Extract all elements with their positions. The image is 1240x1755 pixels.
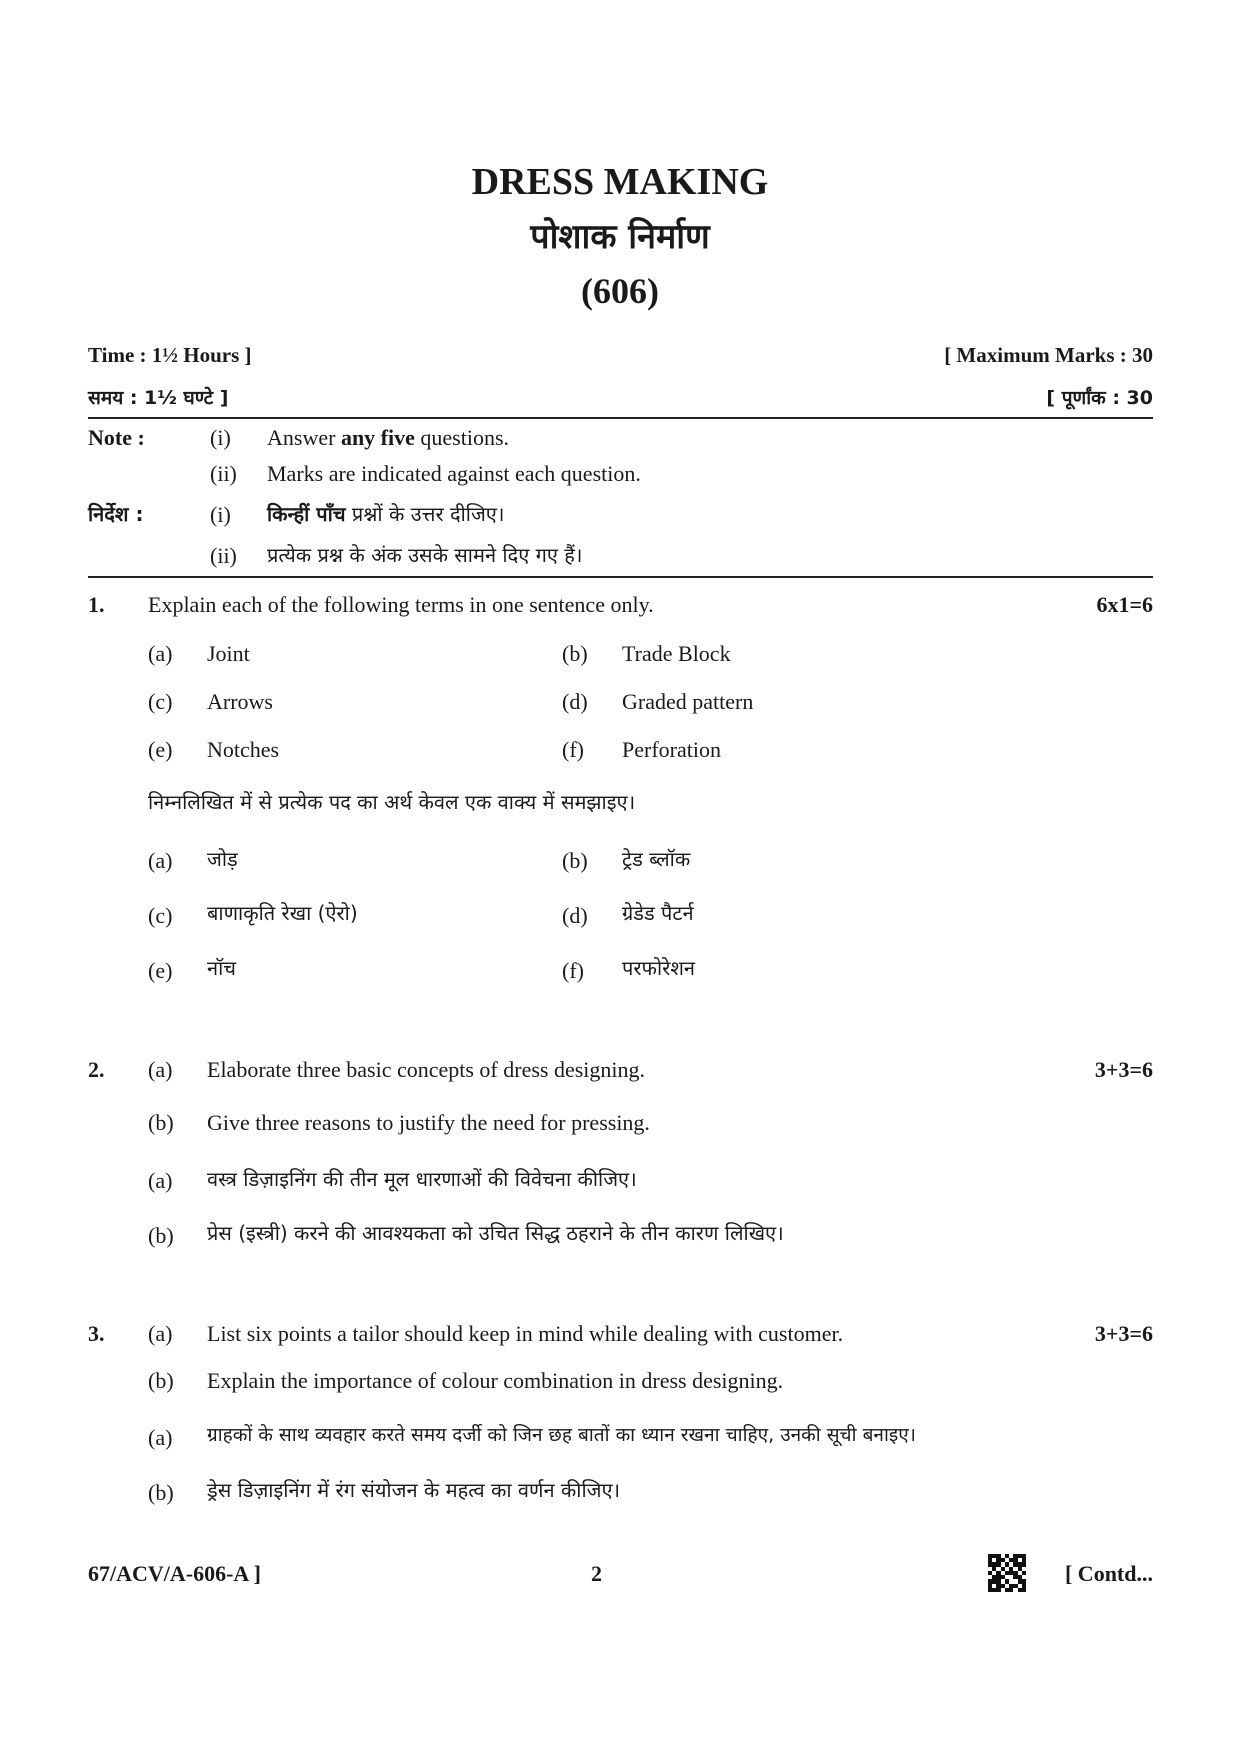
max-marks-hindi: [ पूर्णांक : 30 bbox=[1046, 387, 1153, 409]
option-label: (e) bbox=[148, 737, 173, 762]
option-label: (c) bbox=[148, 903, 173, 928]
note-item: Answer any five questions. bbox=[267, 425, 510, 450]
part-label: (a) bbox=[148, 1057, 173, 1082]
term: Notches bbox=[207, 737, 280, 762]
part-label: (b) bbox=[148, 1368, 174, 1393]
option-label: (d) bbox=[562, 903, 588, 928]
part-text: Explain the importance of colour combination in dress designing. bbox=[207, 1368, 784, 1393]
part-text: Give three reasons to justify the need for pressing. bbox=[207, 1110, 650, 1135]
part-label: (a) bbox=[148, 1168, 173, 1193]
note-item-num: (i) bbox=[210, 502, 231, 527]
option-label: (f) bbox=[562, 737, 584, 762]
part-label: (b) bbox=[148, 1480, 174, 1505]
question-marks: 3+3=6 bbox=[1094, 1321, 1153, 1346]
subject-code: (606) bbox=[581, 271, 659, 311]
term-hindi: ट्रेड ब्लॉक bbox=[622, 847, 691, 871]
part-label: (a) bbox=[148, 1321, 173, 1346]
term: Trade Block bbox=[622, 641, 731, 666]
term-hindi: ग्रेडेड पैटर्न bbox=[622, 901, 694, 925]
term-hindi: बाणाकृति रेखा (ऐरो) bbox=[207, 901, 358, 925]
header-rule bbox=[88, 417, 1153, 419]
part-text-hindi: प्रेस (इस्त्री) करने की आवश्यकता को उचित सिद्ध ठहराने के तीन कारण लिखिए। bbox=[207, 1221, 784, 1245]
option-label: (e) bbox=[148, 958, 173, 983]
question-number: 2. bbox=[88, 1057, 105, 1082]
part-text: Elaborate three basic concepts of dress designing. bbox=[207, 1057, 646, 1082]
note-item: Marks are indicated against each question. bbox=[267, 461, 641, 486]
max-marks-english: [ Maximum Marks : 30 bbox=[944, 343, 1153, 367]
page-number: 2 bbox=[591, 1561, 602, 1586]
part-text-hindi: ग्राहकों के साथ व्यवहार करते समय दर्जी को जिन छह बातों का ध्यान रखना चाहिए, उनकी सूची बनाइए। bbox=[207, 1424, 916, 1446]
note-rule bbox=[88, 576, 1153, 578]
title-hindi: पोशाक निर्माण bbox=[530, 217, 710, 257]
part-text: List six points a tailor should keep in mind while dealing with customer. bbox=[207, 1321, 844, 1346]
continued-label: [ Contd... bbox=[1064, 1561, 1153, 1586]
time-hindi: समय : 1½ घण्टे ] bbox=[88, 387, 229, 409]
question-marks: 6x1=6 bbox=[1096, 592, 1153, 617]
option-label: (a) bbox=[148, 848, 173, 873]
option-label: (a) bbox=[148, 641, 173, 666]
note-item-num: (ii) bbox=[210, 543, 237, 568]
note-item-hindi: किन्हीं पाँच प्रश्नों के उत्तर दीजिए। bbox=[267, 502, 505, 526]
option-label: (d) bbox=[562, 689, 588, 714]
part-text-hindi: वस्त्र डिज़ाइनिंग की तीन मूल धारणाओं की विवेचना कीजिए। bbox=[207, 1167, 637, 1191]
part-label: (b) bbox=[148, 1110, 174, 1135]
term: Joint bbox=[207, 641, 250, 666]
note-item-hindi: प्रत्येक प्रश्न के अंक उसके सामने दिए गए हैं। bbox=[267, 543, 583, 567]
note-item-num: (i) bbox=[210, 425, 231, 450]
option-label: (b) bbox=[562, 848, 588, 873]
question-number: 1. bbox=[88, 592, 105, 617]
paper-code: 67/ACV/A-606-A ] bbox=[88, 1561, 261, 1586]
term: Perforation bbox=[622, 737, 721, 762]
note-label: Note : bbox=[88, 425, 145, 450]
term-hindi: नॉच bbox=[207, 956, 236, 980]
question-text-hindi: निम्नलिखित में से प्रत्येक पद का अर्थ केवल एक वाक्य में समझाइए। bbox=[148, 790, 636, 814]
time-english: Time : 1½ Hours ] bbox=[88, 343, 252, 367]
question-text: Explain each of the following terms in one sentence only. bbox=[148, 592, 654, 617]
part-label: (a) bbox=[148, 1425, 173, 1450]
title-english: DRESS MAKING bbox=[471, 161, 769, 203]
term: Graded pattern bbox=[622, 689, 754, 714]
question-marks: 3+3=6 bbox=[1094, 1057, 1153, 1082]
qr-code-icon bbox=[988, 1554, 1026, 1592]
note-label-hindi: निर्देश : bbox=[88, 502, 144, 526]
note-item-num: (ii) bbox=[210, 461, 237, 486]
option-label: (c) bbox=[148, 689, 173, 714]
part-label: (b) bbox=[148, 1223, 174, 1248]
question-number: 3. bbox=[88, 1321, 105, 1346]
option-label: (b) bbox=[562, 641, 588, 666]
term: Arrows bbox=[207, 689, 273, 714]
term-hindi: परफोरेशन bbox=[622, 956, 696, 980]
option-label: (f) bbox=[562, 958, 584, 983]
term-hindi: जोड़ bbox=[207, 847, 238, 871]
part-text-hindi: ड्रेस डिज़ाइनिंग में रंग संयोजन के महत्व का वर्णन कीजिए। bbox=[207, 1478, 621, 1502]
